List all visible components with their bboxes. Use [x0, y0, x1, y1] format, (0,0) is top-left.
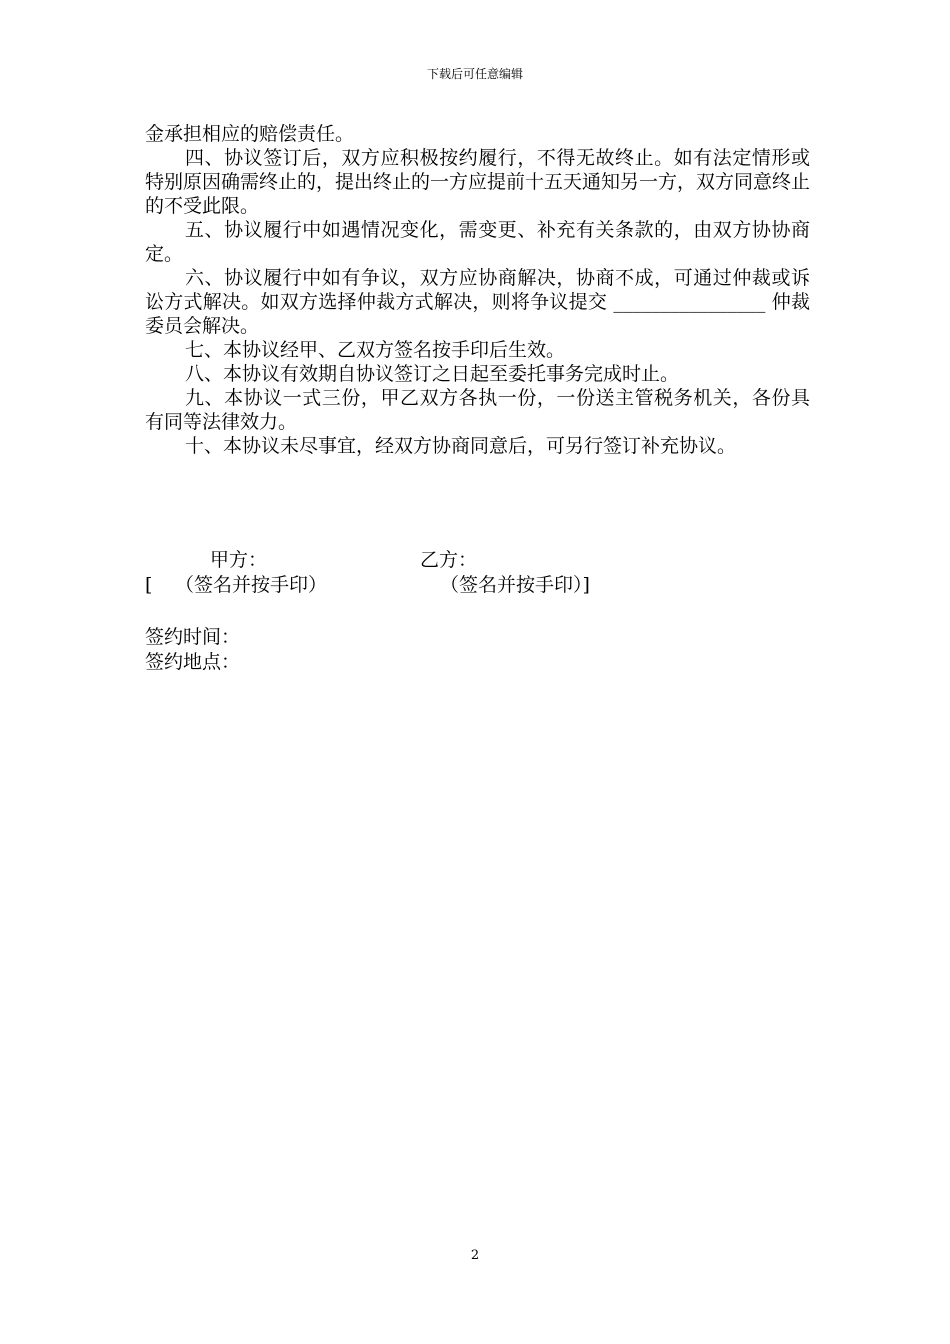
open-bracket: [: [145, 574, 153, 596]
page-number: 2: [470, 1248, 480, 1263]
sign-time-label: 签约时间：: [145, 626, 241, 648]
paragraph-continuation: 金承担相应的赔偿责任。: [145, 123, 355, 145]
clause-4: 四、协议签订后，双方应积极按约履行，不得无故终止。如有法定情形或特别原因确需终止的，提出终止的一方应提前十五天通知另一方，双方同意终止的不受此限。: [145, 147, 811, 217]
clause-9: 九、本协议一式三份，甲乙双方各执一份，一份送主管税务机关，各份具有同等法律效力。: [145, 387, 810, 433]
sign-place-label: 签约地点：: [145, 651, 241, 673]
clause-7: 七、本协议经甲、乙双方签名按手印后生效。: [185, 339, 566, 361]
clause-8: 八、本协议有效期自协议签订之日起至委托事务完成时止。: [185, 363, 680, 385]
clause-10: 十、本协议未尽事宜，经双方协商同意后，可另行签订补充协议。: [185, 435, 737, 457]
party-a-sign-note: （签名并按手印）: [175, 574, 328, 596]
page-header: 下载后可任意编辑: [426, 67, 523, 81]
clause-6: 六、协议履行中如有争议，双方应协商解决，协商不成，可通过仲裁或诉讼方式解决。如双方选择仲裁方式解决，则将争议提交 ________________ 仲裁委员会解决。: [145, 267, 810, 337]
agreement-body: [145, 122, 810, 458]
party-b-label: 乙方：: [420, 549, 478, 571]
clause-5: 五、协议履行中如遇情况变化，需变更、补充有关条款的，由双方协协商定。: [145, 219, 810, 265]
party-a-label: 甲方：: [210, 549, 268, 571]
party-b-sign-note: （签名并按手印）]: [440, 574, 590, 596]
